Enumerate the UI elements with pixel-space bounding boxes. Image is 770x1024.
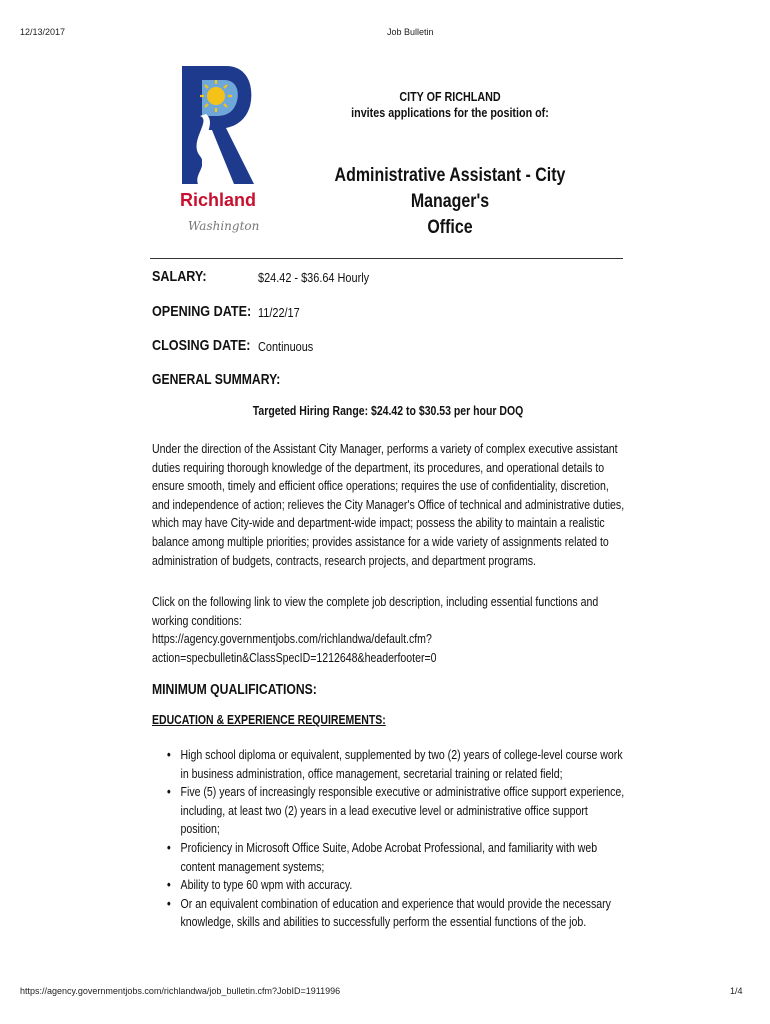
header-divider [150, 258, 623, 259]
qualifications-list [167, 746, 627, 932]
job-title-line1: Administrative Assistant - City Manager's [334, 165, 566, 212]
opening-date-value: 11/22/17 [258, 305, 300, 320]
salary-value: $24.42 - $36.64 Hourly [258, 270, 370, 285]
list-item: • Five (5) years of increasingly responsible executive or administrative office support experience, including, at least two (2) years in a lead executive level or administrative office support position; [167, 783, 627, 839]
job-description-link-line2[interactable]: action=specbulletin&ClassSpecID=1212648&headerfooter=0 [152, 650, 437, 665]
list-item: • Ability to type 60 wpm with accuracy. [167, 876, 627, 895]
general-summary-heading: GENERAL SUMMARY: [152, 372, 281, 388]
org-name: CITY OF RICHLAND [399, 90, 501, 104]
print-date: 12/13/2017 [20, 27, 66, 37]
education-experience-heading: EDUCATION & EXPERIENCE REQUIREMENTS: [152, 713, 386, 727]
page-number: 1/4 [730, 986, 743, 996]
list-item: • High school diploma or equivalent, supplemented by two (2) years of college-level course work in business administration, office management, secretarial training or related field; [167, 746, 627, 783]
opening-date-label: OPENING DATE: [152, 303, 252, 320]
job-title [303, 163, 597, 241]
footer-url: https://agency.governmentjobs.com/richlandwa/job_bulletin.cfm?JobID=1911996 [20, 986, 341, 996]
logo-wordmark: Richland [180, 190, 257, 210]
salary-label: SALARY: [152, 268, 207, 285]
targeted-hiring-range [152, 404, 625, 418]
city-logo [178, 62, 264, 240]
list-item: • Proficiency in Microsoft Office Suite, Adobe Acrobat Professional, and familiarity with web content management systems; [167, 839, 627, 876]
closing-date-value: Continuous [258, 339, 314, 354]
closing-date-label: CLOSING DATE: [152, 337, 251, 354]
general-summary-body: Under the direction of the Assistant City Manager, performs a variety of complex executive assistant duties requiring thorough knowledge of the department, its procedures, and operational details to ensure smooth, timely and efficient office operations; requires the use of confidentiality, discretion, and independence of action; relieves the City Manager's Office of technical and administrative duties, which may have City-wide and department-wide impact; possess the ability to maintain a realistic balance among multiple priorities; provides assistance for a wide variety of assignments related to administration of budgets, contracts, research projects, and department programs. [152, 442, 625, 568]
link-intro: Click on the following link to view the complete job description, including essential functions and working conditions: [152, 595, 599, 628]
job-description-link-line1[interactable]: https://agency.governmentjobs.com/richlandwa/default.cfm? [152, 632, 432, 647]
print-title: Job Bulletin [387, 27, 434, 37]
logo-r-stem [182, 66, 202, 184]
targeted-hiring-range-text: Targeted Hiring Range: $24.42 to $30.53 per hour DOQ [253, 404, 524, 418]
job-description-link[interactable] [152, 630, 625, 667]
sun-icon [207, 87, 225, 105]
logo-subtitle: Washington [188, 219, 260, 233]
org-invitation: invites applications for the position of: [351, 106, 549, 120]
list-item: • Or an equivalent combination of education and experience that would provide the necessary knowledge, skills and abilities to successfully perform the essential functions of the job. [167, 895, 627, 932]
job-description-link-block [152, 593, 625, 667]
job-title-line2: Office [427, 217, 473, 238]
minimum-qualifications-heading: MINIMUM QUALIFICATIONS: [152, 682, 317, 698]
